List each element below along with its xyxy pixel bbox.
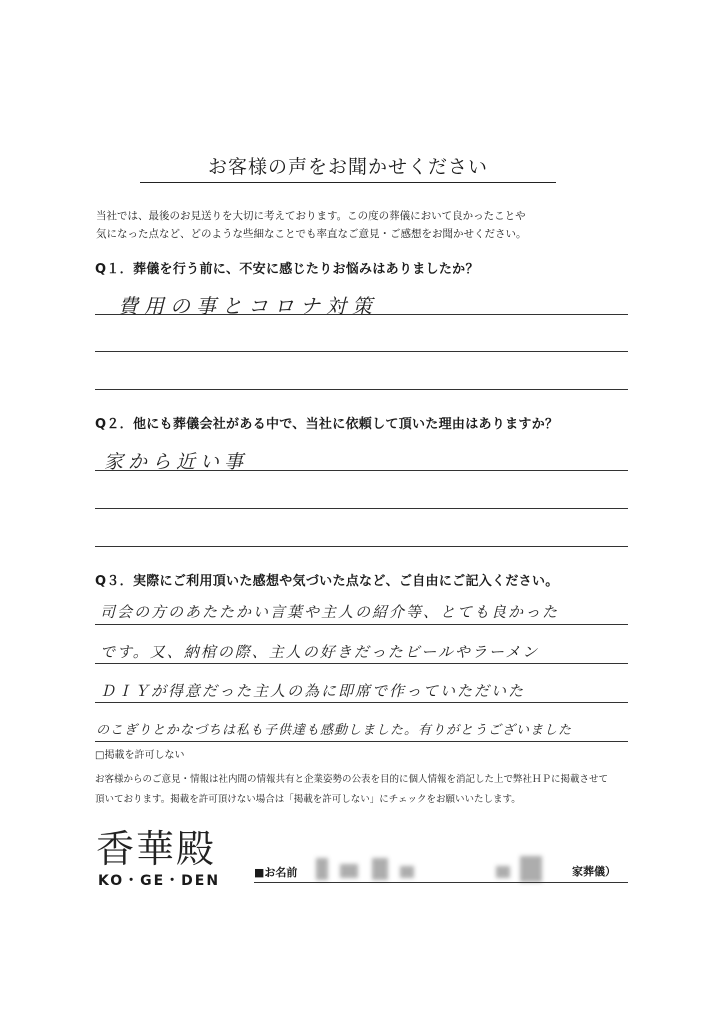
intro-line-1: 当社では、最後のお見送りを大切に考えております。この度の葬儀において良かったことや <box>96 210 526 222</box>
answer-2-rule-2 <box>95 508 628 509</box>
answer-2-rule-1 <box>95 470 628 471</box>
answer-2-rule-3 <box>95 546 628 547</box>
name-suffix: 家葬儀） <box>572 865 616 878</box>
redacted-name-part <box>372 858 388 880</box>
question-3-label: Q３．実際にご利用頂いた感想や気づいた点など、ご自由にご記入ください。 <box>95 574 559 589</box>
answer-3-line-3: ＤＩＹが得意だった主人の為に即席で作っていただいた <box>100 682 526 700</box>
answer-3-rule-1 <box>95 624 628 625</box>
answer-3-rule-4 <box>95 741 628 742</box>
question-2-label: Q２．他にも葬儀会社がある中で、当社に依頼して頂いた理由はありますか？ <box>95 417 559 432</box>
consent-checkbox-label[interactable]: □掲載を許可しない <box>95 750 185 761</box>
answer-1-line-1: 費用の事とコロナ対策 <box>118 294 378 318</box>
answer-1-rule-3 <box>95 389 628 390</box>
redacted-name-part <box>496 866 510 878</box>
brand-logo: 香華殿 <box>96 827 217 871</box>
answer-1-rule-1 <box>95 314 628 315</box>
answer-2-line-1: 家から近い事 <box>104 451 249 473</box>
redacted-name-part <box>316 858 328 880</box>
answer-3-line-2: です。又、納棺の際、主人の好きだったビールやラーメン <box>100 643 540 661</box>
consent-notice-line-1: お客様からのご意見・情報は社内間の情報共有と企業姿勢の公表を目的に個人情報を消記した上で弊社ＨＰに掲載させて <box>95 774 609 785</box>
name-underline <box>254 882 628 883</box>
redacted-name-part <box>400 866 414 878</box>
form-title: お客様の声をお聞かせください <box>207 156 488 178</box>
consent-notice-line-2: 頂いております。掲載を許可頂けない場合は「掲載を許可しない」にチェックをお願いいたします。 <box>95 794 521 805</box>
name-label: ■お名前 <box>254 866 298 879</box>
answer-1-rule-2 <box>95 351 628 352</box>
redacted-name-part <box>520 856 542 882</box>
answer-3-rule-2 <box>95 663 628 664</box>
redacted-name-part <box>340 864 358 878</box>
title-underline <box>140 182 556 183</box>
intro-line-2: 気になった点など、どのような些細なことでも率直なご意見・ご感想をお聞かせください。 <box>96 228 527 240</box>
brand-logo-sub: KO・GE・DEN <box>98 873 221 889</box>
answer-3-line-1: 司会の方のあたたかい言葉や主人の紹介等、とても良かった <box>100 603 560 621</box>
answer-3-rule-3 <box>95 702 628 703</box>
answer-3-line-4: のこぎりとかなづちは私も子供達も感動しました。有りがとうございました <box>96 723 573 738</box>
question-1-label: Q１．葬儀を行う前に、不安に感じたりお悩みはありましたか？ <box>95 262 479 277</box>
